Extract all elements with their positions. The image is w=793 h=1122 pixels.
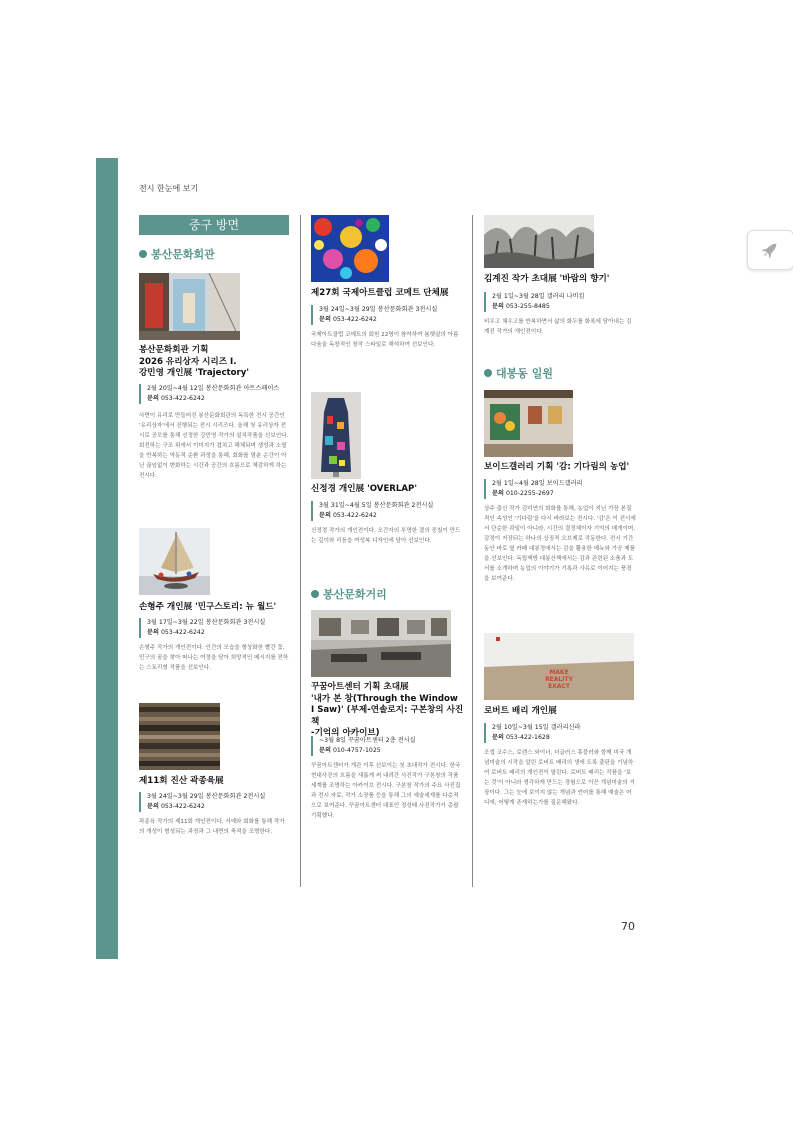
- exhibition-meta: [311, 305, 469, 325]
- date-place: ~3월 8일 꾸꿈아트센터 2층 전시실: [319, 737, 416, 744]
- venue-heading: [484, 365, 553, 381]
- contact-phone: 053-422-6242: [160, 803, 205, 810]
- date-place: 3월 24일~3월 29일 봉산문화회관 2전시실: [147, 793, 266, 800]
- exhibition-title: 김계진 작가 초대展 '바람의 향기': [484, 274, 610, 284]
- venue-heading: [139, 246, 215, 262]
- date-place: 3월 24일~3월 29일 봉산문화회관 3전시실: [319, 306, 438, 313]
- contact-label: 문의: [492, 490, 504, 497]
- exhibition-photo: [139, 528, 210, 595]
- bullet-dot-icon: [139, 250, 147, 258]
- contact-line: [492, 733, 642, 743]
- venue-name: 봉산문화회관: [151, 248, 215, 261]
- contact-line: [319, 315, 469, 325]
- exhibition-meta: [311, 501, 469, 521]
- exhibition-photo: [311, 215, 389, 282]
- contact-line: [147, 628, 292, 638]
- venue-name: 봉산문화거리: [323, 588, 387, 601]
- exhibition-meta: [139, 792, 292, 812]
- exhibition-meta: [139, 618, 292, 638]
- contact-line: [319, 746, 469, 756]
- contact-phone: 010-4757-1025: [332, 747, 381, 754]
- exhibition-description: 신정경 작가의 개인전이다. 오간자의 투명한 결의 중첩이 만드는 깊이와 리듬을 여성복 디자인에 담아 선보인다.: [311, 528, 461, 544]
- contact-phone: 010-2255-2697: [505, 490, 554, 497]
- exhibition-photo: [484, 390, 573, 457]
- floating-action-button[interactable]: [747, 230, 793, 270]
- exhibition-meta: [484, 723, 642, 743]
- exhibition-photo: [311, 392, 361, 479]
- bullet-dot-icon: [484, 369, 492, 377]
- date-place: 2월 10일~3월 15일 갤러리신라: [492, 724, 581, 731]
- exhibition-title: 제27회 국제아트클럽 코메트 단체展: [311, 288, 449, 298]
- contact-label: 문의: [492, 734, 504, 741]
- column-divider: [300, 215, 301, 887]
- exhibition-photo: [139, 273, 240, 340]
- exhibition-description: 꾸꿈아트센터가 개관 이후 선보이는 첫 초대작가 전시다. 한국 현대사진의 흐름을 새롭게 써 내려간 사진작가 구본창의 작품세계를 조명하는 아카이브 전시다. 구본창 작가의 주요 사진집과 전시 자료, 작가 소장품 등을 통해 그의 예술세계를 다층적으로 보여준다. 꾸꿈아트센터 대표인 정성태 사진작가가 총괄 기획했다.: [311, 763, 461, 819]
- contact-label: 문의: [319, 747, 331, 754]
- exhibition-photo: [139, 703, 220, 770]
- page-number: 70: [621, 920, 635, 933]
- exhibition-title: 보이드갤러리 기획 '감: 기다림의 농업': [484, 462, 630, 472]
- page-side-band: [96, 158, 118, 959]
- exhibition-meta: [311, 736, 469, 756]
- exhibition-description: 비우고 채우고를 반복하면서 삶의 화두를 화폭에 담아내는 김계진 작가의 개인전이다.: [484, 319, 632, 335]
- contact-line: [147, 394, 292, 404]
- contact-label: 문의: [147, 395, 159, 402]
- exhibition-photo: [484, 633, 634, 700]
- exhibition-title: 로버트 배리 개인展: [484, 706, 557, 716]
- artwork-wall-text: MAKE REALITY EXACT: [545, 669, 573, 690]
- contact-line: [319, 511, 469, 521]
- exhibition-description: 상주 출신 작가 김미연의 회화를 통해, 농업이 지닌 가장 본질적인 속성인 '기다림'을 다시 바라보는 전시다. '감'은 이 전시에서 단순한 과일이 아니라, 시간의 결정체이자 기억의 매개이며, 감정이 저장되는 하나의 상징적 오브제로 작동한다. 전시 기간 동안 바로 옆 카페 대봉정에서는 감을 활용한 메뉴와 가공 제품을 선보인다. 독립책방 대봉산책에서는 감과 관련된 소품과 도서를 소개하며 농업의 이야기가 기록과 사유로 이어지는 풍경을 보여준다.: [484, 506, 636, 582]
- contact-line: [492, 489, 642, 499]
- contact-phone: 053-422-6242: [332, 512, 377, 519]
- venue-name: 대봉동 일원: [496, 367, 553, 380]
- contact-label: 문의: [319, 512, 331, 519]
- date-place: 2월 20일~4월 12일 봉산문화회관 아트스페이스: [147, 385, 280, 392]
- date-place: 2월 1일~4월 28일 보이드갤러리: [492, 480, 583, 487]
- date-place: 2월 1일~3월 28일 갤러리 나비킴: [492, 293, 585, 300]
- contact-label: 문의: [147, 803, 159, 810]
- exhibition-description: 곽종육 작가의 제11회 개인전이다. 서예와 회화를 통해 작가의 개성이 형성되는 과정과 그 내면의 축적을 조명한다.: [139, 819, 285, 835]
- column-divider: [472, 215, 473, 887]
- contact-phone: 053-422-6242: [160, 629, 205, 636]
- bullet-dot-icon: [311, 590, 319, 598]
- exhibition-photo: [311, 610, 451, 677]
- exhibition-photo: [484, 215, 594, 268]
- date-place: 3월 17일~3월 22일 봉산문화회관 3전시실: [147, 619, 266, 626]
- exhibition-title: 꾸꿈아트센터 기획 초대展 '내가 본 창(Through the Window I Saw)' (부제-연솔로지: 구본창의 사진책 -기억의 아카이브): [311, 682, 464, 738]
- contact-line: [147, 802, 292, 812]
- venue-heading: [311, 586, 387, 602]
- contact-phone: 053-422-1628: [505, 734, 550, 741]
- exhibition-title: 제11회 진산 곽종육展: [139, 776, 224, 786]
- contact-label: 문의: [147, 629, 159, 636]
- exhibition-title: 손형주 개인展 '민구스토리: 뉴 월드': [139, 602, 277, 612]
- exhibition-title: 신정경 개인展 'OVERLAP': [311, 484, 417, 494]
- rocket-icon: [748, 231, 793, 269]
- contact-line: [492, 302, 642, 312]
- contact-phone: 053-422-6242: [332, 316, 377, 323]
- exhibition-description: 조셉 코수스, 로렌스 와이너, 더글러스 휴블러와 함께 미국 개념미술의 시작을 알린 로버트 배리의 생애 도록 출판을 기념하여 로버트 배리의 개인전이 열린다. 로버트 배리는 작품을 '보는 것'이 아니라 생각하게 만드는 경험으로 이끈 개념미술의 거장이다. 그는 눈에 보이지 않는 개념과 언어를 통해 예술은 어디에, 어떻게 존재하는가를 질문해왔다.: [484, 750, 635, 806]
- date-place: 3월 31일~4월 5일 봉산문화회관 2전시실: [319, 502, 434, 509]
- exhibition-description: 사면이 유리로 만들어진 봉산문화회관의 독특한 전시 공간인 '유리상자'에서 진행되는 전시 시리즈다. 올해 첫 유리상자 전시로 공모를 통해 선정한 강민영 작가의 설치작품을 선보인다. 회전하는 구조 위에서 이미지가 겹치고 해체되며 생성과 소멸을 반복하는 역동적 순환 과정을 통해, 회화를 멈춘 순간이 아닌 끊임없이 변화하는 시간과 공간의 흐름으로 체감하게 하는 전시다.: [139, 413, 289, 479]
- contact-label: 문의: [319, 316, 331, 323]
- contact-phone: 053-422-6242: [160, 395, 205, 402]
- exhibition-meta: [484, 292, 642, 312]
- region-header: 중구 방면: [139, 215, 289, 235]
- exhibition-description: 국제아트클럽 코메트의 회원 22명이 참여하여 봄햇살의 아름다움을 독창적인 창작 스타일로 해석하여 선보인다.: [311, 332, 459, 348]
- contact-phone: 053-255-8485: [505, 303, 550, 310]
- exhibition-meta: [139, 384, 292, 404]
- exhibition-description: 손형주 작가의 개인전이다. 인간의 모습을 형상화한 빨간 꽃, 민구의 꿈을 찾아 떠나는 여정을 담아 희망적인 메시지를 전하는 스토리형 작품을 선보인다.: [139, 645, 289, 671]
- exhibition-title: 봉산문화회관 기획 2026 유리상자 시리즈 Ⅰ. 강민영 개인展 'Trajectory': [139, 345, 250, 378]
- running-head: 전시 한눈에 보기: [139, 184, 199, 193]
- contact-label: 문의: [492, 303, 504, 310]
- exhibition-meta: [484, 479, 642, 499]
